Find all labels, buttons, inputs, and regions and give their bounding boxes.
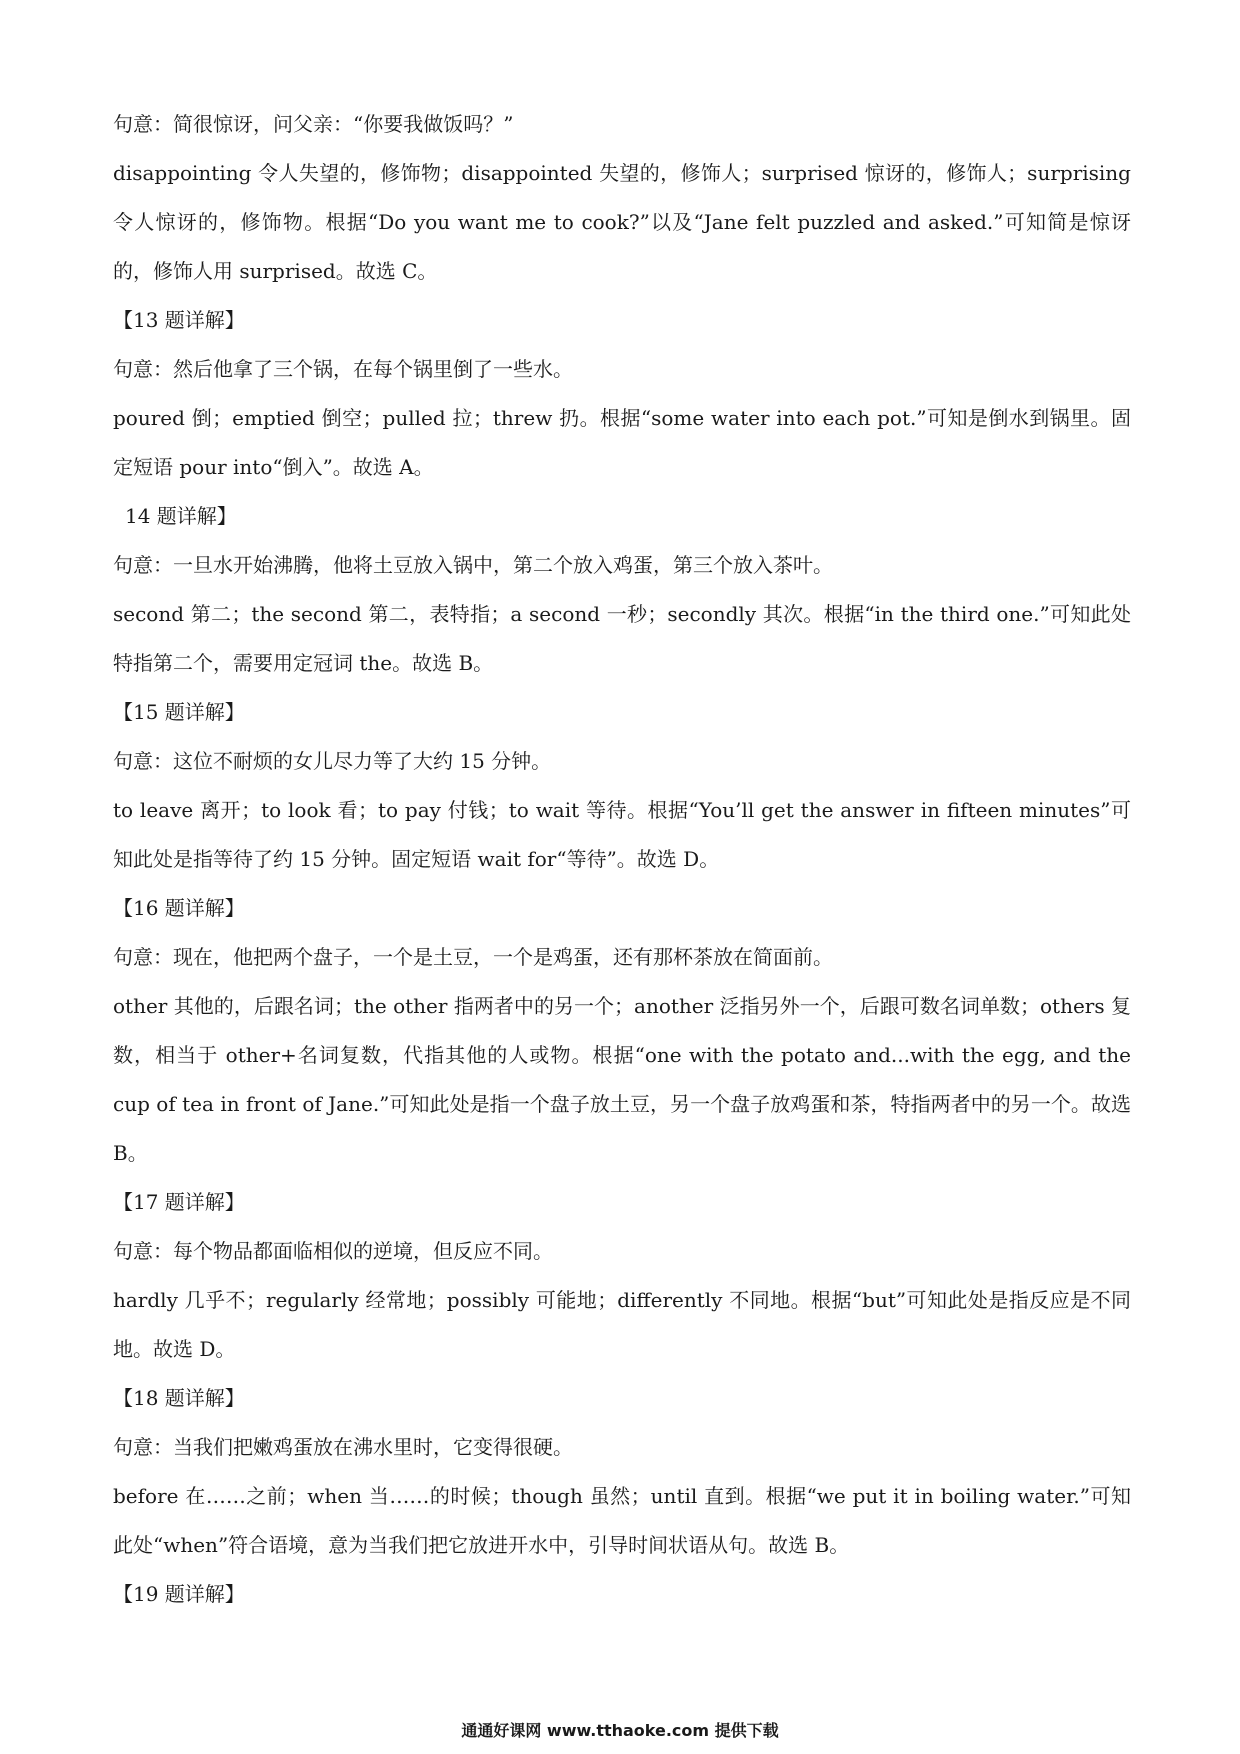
question-heading: 【18 题详解】 xyxy=(113,1386,245,1410)
explanation: other 其他的，后跟名词；the other 指两者中的另一个；another 泛指另外一个，后跟可数名词单数；others 复数，相当于 other+名词复数，代指其他的人或物。根据“one with the potato and...with the egg, and the cup of tea in front of Jane.”可知此处是指一个盘子放土豆，另一个盘子放鸡蛋和茶，特指两者中的另一个。故选 B。 xyxy=(113,994,1131,1165)
document-body xyxy=(113,100,1131,1619)
question-heading: 【13 题详解】 xyxy=(113,308,245,332)
sentence-meaning: 句意：简很惊讶，问父亲：“你要我做饭吗？” xyxy=(113,112,514,136)
page-footer: 通通好课网 www.tthaoke.com 提供下载 xyxy=(461,1721,779,1740)
question-heading: 14 题详解】 xyxy=(125,504,237,528)
explanation: disappointing 令人失望的，修饰物；disappointed 失望的，修饰人；surprised 惊讶的，修饰人；surprising 令人惊讶的，修饰物。根据“Do you want me to cook?”以及“Jane felt puzzled and asked.”可知简是惊讶的，修饰人用 surprised。故选 C。 xyxy=(113,161,1131,283)
sentence-meaning: 句意：当我们把嫩鸡蛋放在沸水里时，它变得很硬。 xyxy=(113,1435,573,1459)
explanation: before 在……之前；when 当……的时候；though 虽然；until 直到。根据“we put it in boiling water.”可知此处“when”符合语境，意为当我们把它放进开水中，引导时间状语从句。故选 B。 xyxy=(113,1484,1131,1557)
sentence-meaning: 句意：现在，他把两个盘子，一个是土豆，一个是鸡蛋，还有那杯茶放在简面前。 xyxy=(113,945,833,969)
explanation: to leave 离开；to look 看；to pay 付钱；to wait 等待。根据“You’ll get the answer in fifteen minutes”可知此处是指等待了约 15 分钟。固定短语 wait for“等待”。故选 D。 xyxy=(113,798,1131,871)
sentence-meaning: 句意：这位不耐烦的女儿尽力等了大约 15 分钟。 xyxy=(113,749,552,773)
explanation: hardly 几乎不；regularly 经常地；possibly 可能地；differently 不同地。根据“but”可知此处是指反应是不同地。故选 D。 xyxy=(113,1288,1131,1361)
question-heading: 【15 题详解】 xyxy=(113,700,245,724)
sentence-meaning: 句意：每个物品都面临相似的逆境，但反应不同。 xyxy=(113,1239,553,1263)
question-heading: 【16 题详解】 xyxy=(113,896,245,920)
explanation: second 第二；the second 第二，表特指；a second 一秒；secondly 其次。根据“in the third one.”可知此处特指第二个，需要用定冠词 the。故选 B。 xyxy=(113,602,1131,675)
question-heading: 【17 题详解】 xyxy=(113,1190,245,1214)
sentence-meaning: 句意：然后他拿了三个锅，在每个锅里倒了一些水。 xyxy=(113,357,573,381)
question-heading: 【19 题详解】 xyxy=(113,1582,245,1606)
explanation: poured 倒；emptied 倒空；pulled 拉；threw 扔。根据“some water into each pot.”可知是倒水到锅里。固定短语 pour into“倒入”。故选 A。 xyxy=(113,406,1131,479)
sentence-meaning: 句意：一旦水开始沸腾，他将土豆放入锅中，第二个放入鸡蛋，第三个放入茶叶。 xyxy=(113,553,833,577)
